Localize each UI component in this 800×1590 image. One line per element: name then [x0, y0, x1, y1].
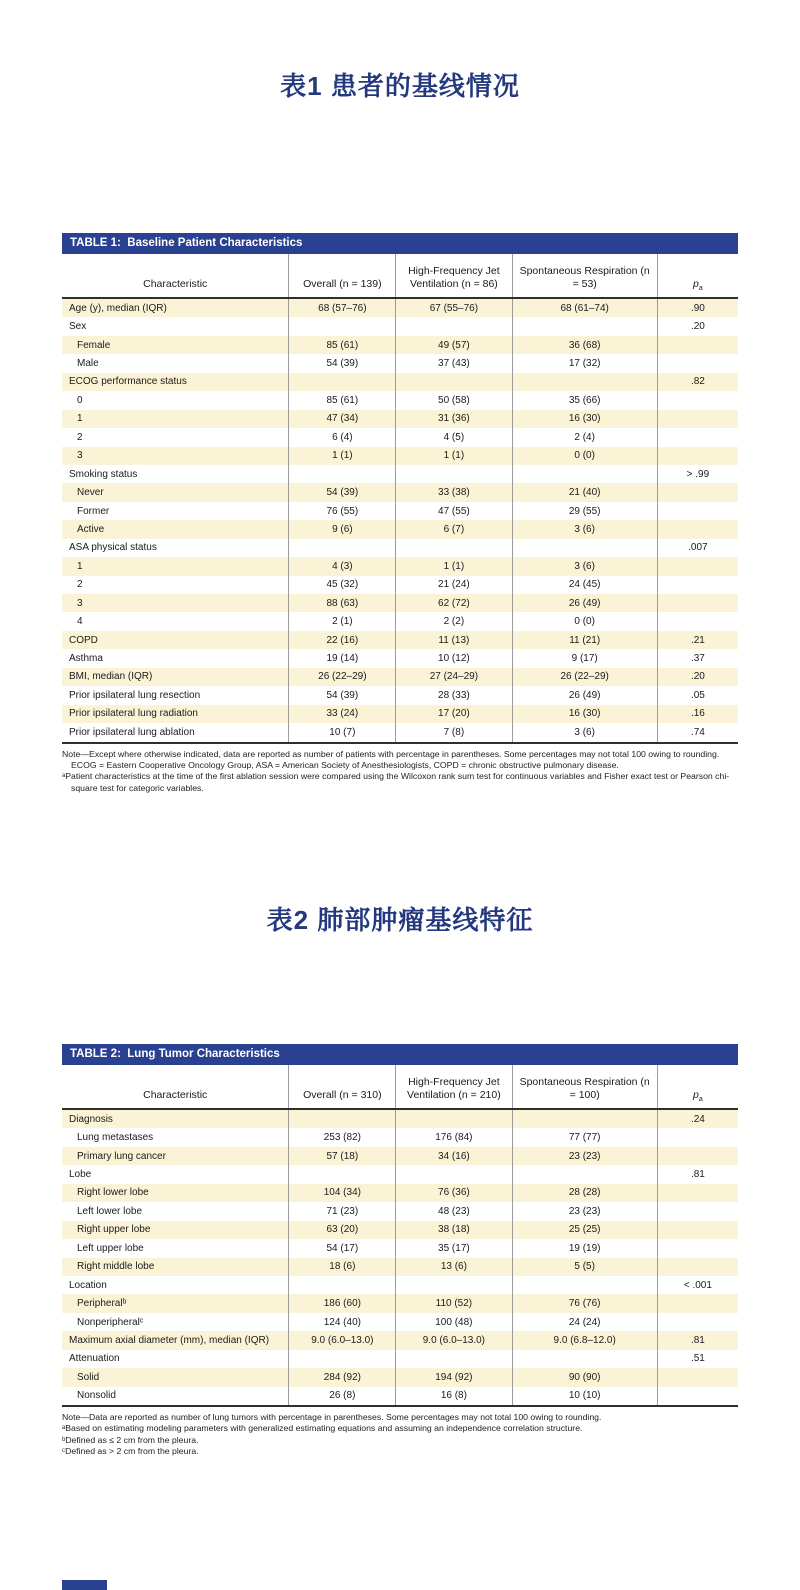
- cell-spontaneous: 29 (55): [512, 502, 657, 520]
- cell-overall: [288, 465, 395, 483]
- cell-hfjv: 62 (72): [395, 594, 511, 612]
- row-label: Maximum axial diameter (mm), median (IQR): [69, 1334, 270, 1346]
- cell-spontaneous: 19 (19): [512, 1239, 657, 1257]
- table-row: [62, 1221, 738, 1239]
- cell-spontaneous: [512, 317, 657, 335]
- cell-p-value: .21: [657, 631, 738, 649]
- row-label: Asthma: [69, 653, 103, 665]
- column-header-spontaneous: Spontaneous Respiration (n = 53): [512, 254, 657, 297]
- cell-p-value: .05: [657, 686, 738, 704]
- column-header-p-value: p $_a$: [657, 254, 738, 297]
- cell-hfjv: [395, 1276, 511, 1294]
- cell-overall: 9 (6): [288, 520, 395, 538]
- cell-hfjv: [395, 1350, 511, 1368]
- table-row: [62, 631, 738, 649]
- cell-overall: [288, 1165, 395, 1183]
- cell-spontaneous: 90 (90): [512, 1368, 657, 1386]
- cell-spontaneous: [512, 465, 657, 483]
- table1-title-bar: TABLE 1: Baseline Patient Characteristics: [62, 233, 738, 254]
- column-header-hfjv: High-Frequency Jet Ventilation (n = 210): [395, 1065, 511, 1108]
- cell-p-value: [657, 1221, 738, 1239]
- row-label: Lobe: [69, 1169, 92, 1181]
- cell-overall: 10 (7): [288, 723, 395, 741]
- column-header-characteristic: Characteristic: [143, 278, 208, 291]
- table-row: [62, 705, 738, 723]
- cell-hfjv: [395, 1165, 511, 1183]
- cell-overall: 6 (4): [288, 428, 395, 446]
- column-header-overall: Overall (n = 310): [288, 1065, 395, 1108]
- cell-overall: 54 (39): [288, 354, 395, 372]
- table-note: Note—Except where otherwise indicated, data are reported as number of patients with percentage in parentheses. Some percentages may not total 100 owing to rounding. ECOG = Eastern Cooperative Oncology Group, ASA = American Society of Anesthesiologists, COPD = chronic obstructive pulmonary disease.: [62, 748, 720, 770]
- cell-spontaneous: 17 (32): [512, 354, 657, 372]
- table-row: [62, 465, 738, 483]
- table-row: [62, 1331, 738, 1349]
- cell-spontaneous: 23 (23): [512, 1202, 657, 1220]
- table-note: ᶜDefined as > 2 cm from the pleura.: [62, 1446, 199, 1457]
- cell-p-value: > .99: [657, 465, 738, 483]
- table-note: ᵃPatient characteristics at the time of the first ablation session were compared using the Wilcoxon rank sum test for continuous variables and Fisher exact test or Pearson chi-square test for categoric variables.: [62, 771, 730, 793]
- table-row: [62, 576, 738, 594]
- row-label: 0: [77, 394, 83, 406]
- cell-p-value: .24: [657, 1110, 738, 1128]
- cell-p-value: [657, 576, 738, 594]
- table-row: [62, 723, 738, 741]
- cell-overall: [288, 1276, 395, 1294]
- cell-overall: 71 (23): [288, 1202, 395, 1220]
- cell-hfjv: 76 (36): [395, 1184, 511, 1202]
- table1-footnotes: [62, 749, 738, 795]
- table1-header-row: [62, 254, 738, 299]
- table-row: [62, 1128, 738, 1146]
- cell-spontaneous: 21 (40): [512, 483, 657, 501]
- table-row: [62, 317, 738, 335]
- table2-header-row: [62, 1065, 738, 1110]
- row-label: Right lower lobe: [77, 1187, 149, 1199]
- cell-p-value: [657, 1184, 738, 1202]
- table-row: [62, 373, 738, 391]
- cell-hfjv: [395, 465, 511, 483]
- cell-p-value: [657, 594, 738, 612]
- cell-spontaneous: 28 (28): [512, 1184, 657, 1202]
- cell-hfjv: 38 (18): [395, 1221, 511, 1239]
- cell-p-value: .16: [657, 705, 738, 723]
- cell-spontaneous: 24 (24): [512, 1313, 657, 1331]
- cell-spontaneous: [512, 1276, 657, 1294]
- cell-hfjv: 35 (17): [395, 1239, 511, 1257]
- cell-spontaneous: 3 (6): [512, 557, 657, 575]
- cell-hfjv: 31 (36): [395, 410, 511, 428]
- table-row: [62, 1184, 738, 1202]
- cell-overall: 2 (1): [288, 612, 395, 630]
- cell-overall: 26 (8): [288, 1387, 395, 1405]
- cell-spontaneous: 68 (61–74): [512, 299, 657, 317]
- cell-p-value: [657, 447, 738, 465]
- cell-overall: 124 (40): [288, 1313, 395, 1331]
- table-row: [62, 1165, 738, 1183]
- table-row: [62, 502, 738, 520]
- row-label: Never: [77, 487, 104, 499]
- table-row: [62, 428, 738, 446]
- page-title-table2-chinese: 表2 肺部肿瘤基线特征: [266, 905, 534, 935]
- partial-next-table-header-bar: [62, 1580, 107, 1590]
- table-row: [62, 336, 738, 354]
- cell-spontaneous: 26 (49): [512, 686, 657, 704]
- cell-hfjv: 17 (20): [395, 705, 511, 723]
- cell-p-value: [657, 1239, 738, 1257]
- row-label: Female: [77, 339, 111, 351]
- cell-hfjv: 1 (1): [395, 447, 511, 465]
- cell-spontaneous: 77 (77): [512, 1128, 657, 1146]
- cell-p-value: [657, 483, 738, 501]
- table-row: [62, 649, 738, 667]
- cell-p-value: .81: [657, 1165, 738, 1183]
- cell-p-value: .90: [657, 299, 738, 317]
- cell-p-value: .82: [657, 373, 738, 391]
- cell-hfjv: 1 (1): [395, 557, 511, 575]
- table-row: [62, 1350, 738, 1368]
- table1-baseline-patient-characteristics: [62, 233, 738, 794]
- cell-p-value: [657, 502, 738, 520]
- cell-overall: 85 (61): [288, 336, 395, 354]
- row-label: Solid: [77, 1371, 100, 1383]
- cell-hfjv: 9.0 (6.0–13.0): [395, 1331, 511, 1349]
- row-label: Active: [77, 523, 105, 535]
- row-label: Diagnosis: [69, 1113, 113, 1125]
- table-row: [62, 668, 738, 686]
- cell-hfjv: 47 (55): [395, 502, 511, 520]
- cell-spontaneous: 26 (49): [512, 594, 657, 612]
- cell-p-value: .74: [657, 723, 738, 741]
- cell-overall: [288, 1350, 395, 1368]
- cell-overall: 88 (63): [288, 594, 395, 612]
- table-row: [62, 1387, 738, 1405]
- cell-overall: [288, 373, 395, 391]
- cell-p-value: [657, 557, 738, 575]
- table-row: [62, 1368, 738, 1386]
- cell-p-value: [657, 428, 738, 446]
- row-label: 3: [77, 450, 83, 462]
- table-row: [62, 447, 738, 465]
- row-label: Primary lung cancer: [77, 1150, 166, 1162]
- cell-spontaneous: [512, 1110, 657, 1128]
- row-label: Peripheralᵇ: [77, 1298, 127, 1310]
- cell-hfjv: 33 (38): [395, 483, 511, 501]
- table-row: [62, 520, 738, 538]
- row-label: 2: [77, 431, 83, 443]
- cell-spontaneous: 25 (25): [512, 1221, 657, 1239]
- table-note: ᵇDefined as ≤ 2 cm from the pleura.: [62, 1434, 199, 1445]
- table2-footnotes: [62, 1412, 738, 1458]
- cell-p-value: .007: [657, 539, 738, 557]
- cell-spontaneous: 76 (76): [512, 1294, 657, 1312]
- cell-hfjv: 48 (23): [395, 1202, 511, 1220]
- cell-overall: 76 (55): [288, 502, 395, 520]
- cell-hfjv: 7 (8): [395, 723, 511, 741]
- table2-body: [62, 1110, 738, 1407]
- cell-hfjv: 21 (24): [395, 576, 511, 594]
- table-row: [62, 391, 738, 409]
- cell-p-value: [657, 1294, 738, 1312]
- cell-spontaneous: 3 (6): [512, 520, 657, 538]
- cell-hfjv: 16 (8): [395, 1387, 511, 1405]
- cell-p-value: .37: [657, 649, 738, 667]
- cell-spontaneous: 35 (66): [512, 391, 657, 409]
- cell-p-value: [657, 1202, 738, 1220]
- cell-overall: 63 (20): [288, 1221, 395, 1239]
- row-label: 3: [77, 597, 83, 609]
- row-label: Smoking status: [69, 468, 138, 480]
- cell-overall: 19 (14): [288, 649, 395, 667]
- table-row: [62, 594, 738, 612]
- column-header-p-value: p $_a$: [657, 1065, 738, 1108]
- cell-p-value: [657, 1387, 738, 1405]
- table-row: [62, 1239, 738, 1257]
- cell-spontaneous: 5 (5): [512, 1258, 657, 1276]
- cell-p-value: [657, 612, 738, 630]
- cell-hfjv: 110 (52): [395, 1294, 511, 1312]
- cell-overall: [288, 1110, 395, 1128]
- cell-hfjv: 67 (55–76): [395, 299, 511, 317]
- cell-hfjv: [395, 1110, 511, 1128]
- cell-p-value: [657, 520, 738, 538]
- cell-hfjv: [395, 317, 511, 335]
- row-label: 1: [77, 560, 83, 572]
- cell-overall: 284 (92): [288, 1368, 395, 1386]
- table-row: [62, 1313, 738, 1331]
- table-row: [62, 483, 738, 501]
- table-row: [62, 1110, 738, 1128]
- cell-spontaneous: 9 (17): [512, 649, 657, 667]
- cell-overall: 54 (39): [288, 686, 395, 704]
- cell-overall: 9.0 (6.0–13.0): [288, 1331, 395, 1349]
- cell-p-value: .20: [657, 317, 738, 335]
- table-row: [62, 1294, 738, 1312]
- cell-overall: 57 (18): [288, 1147, 395, 1165]
- cell-p-value: [657, 1258, 738, 1276]
- cell-overall: 45 (32): [288, 576, 395, 594]
- table-note: Note—Data are reported as number of lung tumors with percentage in parentheses. Some percentages may not total 100 owing to rounding.: [62, 1412, 602, 1422]
- cell-spontaneous: 0 (0): [512, 447, 657, 465]
- cell-spontaneous: 16 (30): [512, 410, 657, 428]
- page-title-table1-chinese: 表1 患者的基线情况: [280, 71, 520, 101]
- cell-p-value: [657, 1368, 738, 1386]
- cell-p-value: [657, 336, 738, 354]
- cell-hfjv: 28 (33): [395, 686, 511, 704]
- cell-hfjv: 4 (5): [395, 428, 511, 446]
- column-header-spontaneous: Spontaneous Respiration (n = 100): [512, 1065, 657, 1108]
- cell-spontaneous: 9.0 (6.8–12.0): [512, 1331, 657, 1349]
- cell-spontaneous: 24 (45): [512, 576, 657, 594]
- cell-overall: 26 (22–29): [288, 668, 395, 686]
- row-label: 2: [77, 579, 83, 591]
- cell-spontaneous: 0 (0): [512, 612, 657, 630]
- cell-hfjv: 27 (24–29): [395, 668, 511, 686]
- row-label: Right middle lobe: [77, 1261, 155, 1273]
- cell-hfjv: 2 (2): [395, 612, 511, 630]
- row-label: Left upper lobe: [77, 1242, 144, 1254]
- cell-overall: 47 (34): [288, 410, 395, 428]
- cell-hfjv: 194 (92): [395, 1368, 511, 1386]
- cell-spontaneous: [512, 1165, 657, 1183]
- table-row: [62, 612, 738, 630]
- cell-hfjv: 100 (48): [395, 1313, 511, 1331]
- table-row: [62, 1276, 738, 1294]
- row-label: Location: [69, 1279, 107, 1291]
- row-label: Prior ipsilateral lung radiation: [69, 708, 198, 720]
- row-label: Prior ipsilateral lung ablation: [69, 726, 195, 738]
- column-header-overall: Overall (n = 139): [288, 254, 395, 297]
- row-label: Prior ipsilateral lung resection: [69, 689, 201, 701]
- cell-hfjv: 34 (16): [395, 1147, 511, 1165]
- cell-spontaneous: 2 (4): [512, 428, 657, 446]
- row-label: 1: [77, 413, 83, 425]
- cell-overall: 85 (61): [288, 391, 395, 409]
- row-label: ECOG performance status: [69, 376, 187, 388]
- cell-overall: 18 (6): [288, 1258, 395, 1276]
- cell-p-value: [657, 1128, 738, 1146]
- cell-p-value: .81: [657, 1331, 738, 1349]
- cell-spontaneous: 11 (21): [512, 631, 657, 649]
- table-row: [62, 354, 738, 372]
- cell-p-value: .51: [657, 1350, 738, 1368]
- row-label: Left lower lobe: [77, 1205, 143, 1217]
- cell-hfjv: 49 (57): [395, 336, 511, 354]
- row-label: Age (y), median (IQR): [69, 302, 167, 314]
- row-label: BMI, median (IQR): [69, 671, 153, 683]
- cell-p-value: [657, 354, 738, 372]
- cell-overall: 22 (16): [288, 631, 395, 649]
- table-note: ᵃBased on estimating modeling parameters with generalized estimating equations and assuming an independence correlation structure.: [62, 1423, 583, 1434]
- cell-hfjv: 50 (58): [395, 391, 511, 409]
- cell-overall: [288, 317, 395, 335]
- table2-title-bar: TABLE 2: Lung Tumor Characteristics: [62, 1044, 738, 1065]
- cell-overall: 54 (39): [288, 483, 395, 501]
- cell-hfjv: [395, 539, 511, 557]
- cell-p-value: [657, 1313, 738, 1331]
- table2-lung-tumor-characteristics: [62, 1044, 738, 1458]
- cell-hfjv: 6 (7): [395, 520, 511, 538]
- cell-spontaneous: 3 (6): [512, 723, 657, 741]
- cell-overall: [288, 539, 395, 557]
- row-label: Nonperipheralᶜ: [77, 1316, 144, 1328]
- row-label: Attenuation: [69, 1353, 120, 1365]
- table-row: [62, 1147, 738, 1165]
- cell-hfjv: 11 (13): [395, 631, 511, 649]
- table-row: [62, 299, 738, 317]
- cell-spontaneous: [512, 539, 657, 557]
- cell-p-value: < .001: [657, 1276, 738, 1294]
- cell-spontaneous: 23 (23): [512, 1147, 657, 1165]
- cell-hfjv: 176 (84): [395, 1128, 511, 1146]
- cell-hfjv: 10 (12): [395, 649, 511, 667]
- cell-spontaneous: [512, 1350, 657, 1368]
- cell-p-value: [657, 1147, 738, 1165]
- cell-spontaneous: 26 (22–29): [512, 668, 657, 686]
- cell-p-value: .20: [657, 668, 738, 686]
- row-label: Nonsolid: [77, 1390, 116, 1402]
- cell-overall: 186 (60): [288, 1294, 395, 1312]
- column-header-hfjv: High-Frequency Jet Ventilation (n = 86): [395, 254, 511, 297]
- cell-overall: 33 (24): [288, 705, 395, 723]
- cell-overall: 104 (34): [288, 1184, 395, 1202]
- table1-body: [62, 299, 738, 744]
- table-row: [62, 539, 738, 557]
- column-header-characteristic: Characteristic: [143, 1089, 208, 1102]
- cell-spontaneous: 10 (10): [512, 1387, 657, 1405]
- cell-overall: 68 (57–76): [288, 299, 395, 317]
- row-label: ASA physical status: [69, 542, 157, 554]
- table-row: [62, 1202, 738, 1220]
- table-row: [62, 686, 738, 704]
- row-label: Male: [77, 358, 99, 370]
- row-label: COPD: [69, 634, 98, 646]
- row-label: Lung metastases: [77, 1132, 154, 1144]
- cell-overall: 1 (1): [288, 447, 395, 465]
- cell-overall: 54 (17): [288, 1239, 395, 1257]
- table-row: [62, 1258, 738, 1276]
- cell-hfjv: 13 (6): [395, 1258, 511, 1276]
- table-row: [62, 410, 738, 428]
- cell-p-value: [657, 410, 738, 428]
- cell-overall: 4 (3): [288, 557, 395, 575]
- cell-hfjv: [395, 373, 511, 391]
- row-label: Sex: [69, 321, 87, 333]
- table-row: [62, 557, 738, 575]
- cell-hfjv: 37 (43): [395, 354, 511, 372]
- row-label: Former: [77, 505, 110, 517]
- cell-spontaneous: 36 (68): [512, 336, 657, 354]
- cell-overall: 253 (82): [288, 1128, 395, 1146]
- row-label: 4: [77, 616, 83, 628]
- cell-spontaneous: 16 (30): [512, 705, 657, 723]
- row-label: Right upper lobe: [77, 1224, 151, 1236]
- cell-spontaneous: [512, 373, 657, 391]
- cell-p-value: [657, 391, 738, 409]
